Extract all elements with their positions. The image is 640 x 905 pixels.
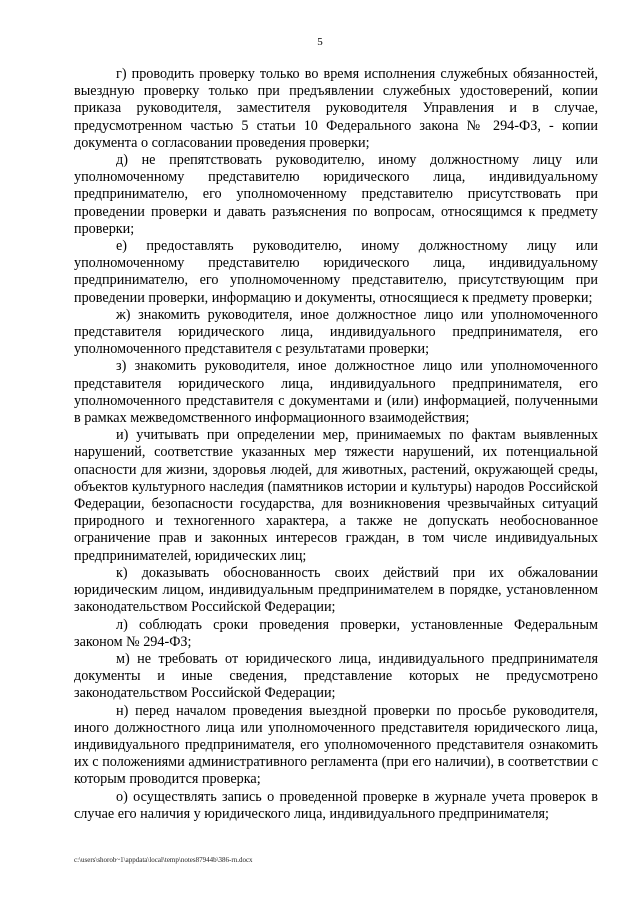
clause-n: н) перед началом проведения выездной проверки по просьбе руководителя, иного должностного лица или уполномоченного представителя юридического лица, индивидуального предпринимателя, его уполномоченного представителя ознакомить их с положениями административного регламента (при его наличии), в соответствии с которым проводится проверка; bbox=[74, 702, 598, 788]
footer-file-path: c:\users\shorob~1\appdata\local\temp\notes87944b\386-rn.docx bbox=[74, 856, 253, 864]
clause-e: е) предоставлять руководителю, иному должностному лицу или уполномоченному представителю юридического лица, индивидуальному предпринимателю, его уполномоченному представителю, присутствующим при проведении проверки, информацию и документы, относящиеся к предмету проверки; bbox=[74, 238, 598, 306]
clause-l: л) соблюдать сроки проведения проверки, установленные Федеральным законом № 294-ФЗ; bbox=[74, 616, 598, 650]
clause-d: д) не препятствовать руководителю, иному должностному лицу или уполномоченному представителю юридического лица, индивидуальному предпринимателю, его уполномоченному представителю присутствовать при проведении проверки и давать разъяснения по вопросам, относящимся к предмету проверки; bbox=[74, 152, 598, 237]
clause-g: г) проводить проверку только во время исполнения служебных обязанностей, выездную проверку только при предъявлении служебных удостоверений, копии приказа руководителя, заместителя руководителя Управления и в случае, предусмотренном частью 5 статьи 10 Федерального закона № 294-ФЗ, - копии документа о согласовании проведения проверки; bbox=[74, 66, 598, 151]
clause-m: м) не требовать от юридического лица, индивидуального предпринимателя документы и иные сведения, представление которых не предусмотрено законодательством Российской Федерации; bbox=[74, 650, 598, 702]
clause-k: к) доказывать обоснованность своих действий при их обжаловании юридическим лицом, индивидуальным предпринимателем в порядке, установленном законодательством Российской Федерации; bbox=[74, 564, 598, 616]
page-number: 5 bbox=[317, 36, 323, 48]
clause-z: з) знакомить руководителя, иное должностное лицо или уполномоченного представителя юридического лица, индивидуального предпринимателя, его уполномоченного представителя с документами и (или) информацией, полученными в рамках межведомственного информационного взаимодействия; bbox=[74, 358, 598, 427]
clause-zh: ж) знакомить руководителя, иное должностное лицо или уполномоченного представителя юридического лица, индивидуального предпринимателя, его уполномоченного представителя с результатами проверки; bbox=[74, 306, 598, 358]
clause-i: и) учитывать при определении мер, принимаемых по фактам выявленных нарушений, соответствие указанных мер тяжести нарушений, их потенциальной опасности для жизни, здоровья людей, для животных, растений, окружающей среды, объектов культурного наследия (памятников истории и культуры) народов Российской Федерации, безопасности государства, для возникновения чрезвычайных ситуаций природного и техногенного характера, а также не допускать необоснованное ограничение прав и законных интересов граждан, в том числе индивидуальных предпринимателей, юридических лиц; bbox=[74, 427, 598, 564]
clause-o: о) осуществлять запись о проведенной проверке в журнале учета проверок в случае его наличия у юридического лица, индивидуального предпринимателя; bbox=[74, 788, 598, 822]
document-body bbox=[74, 66, 598, 823]
